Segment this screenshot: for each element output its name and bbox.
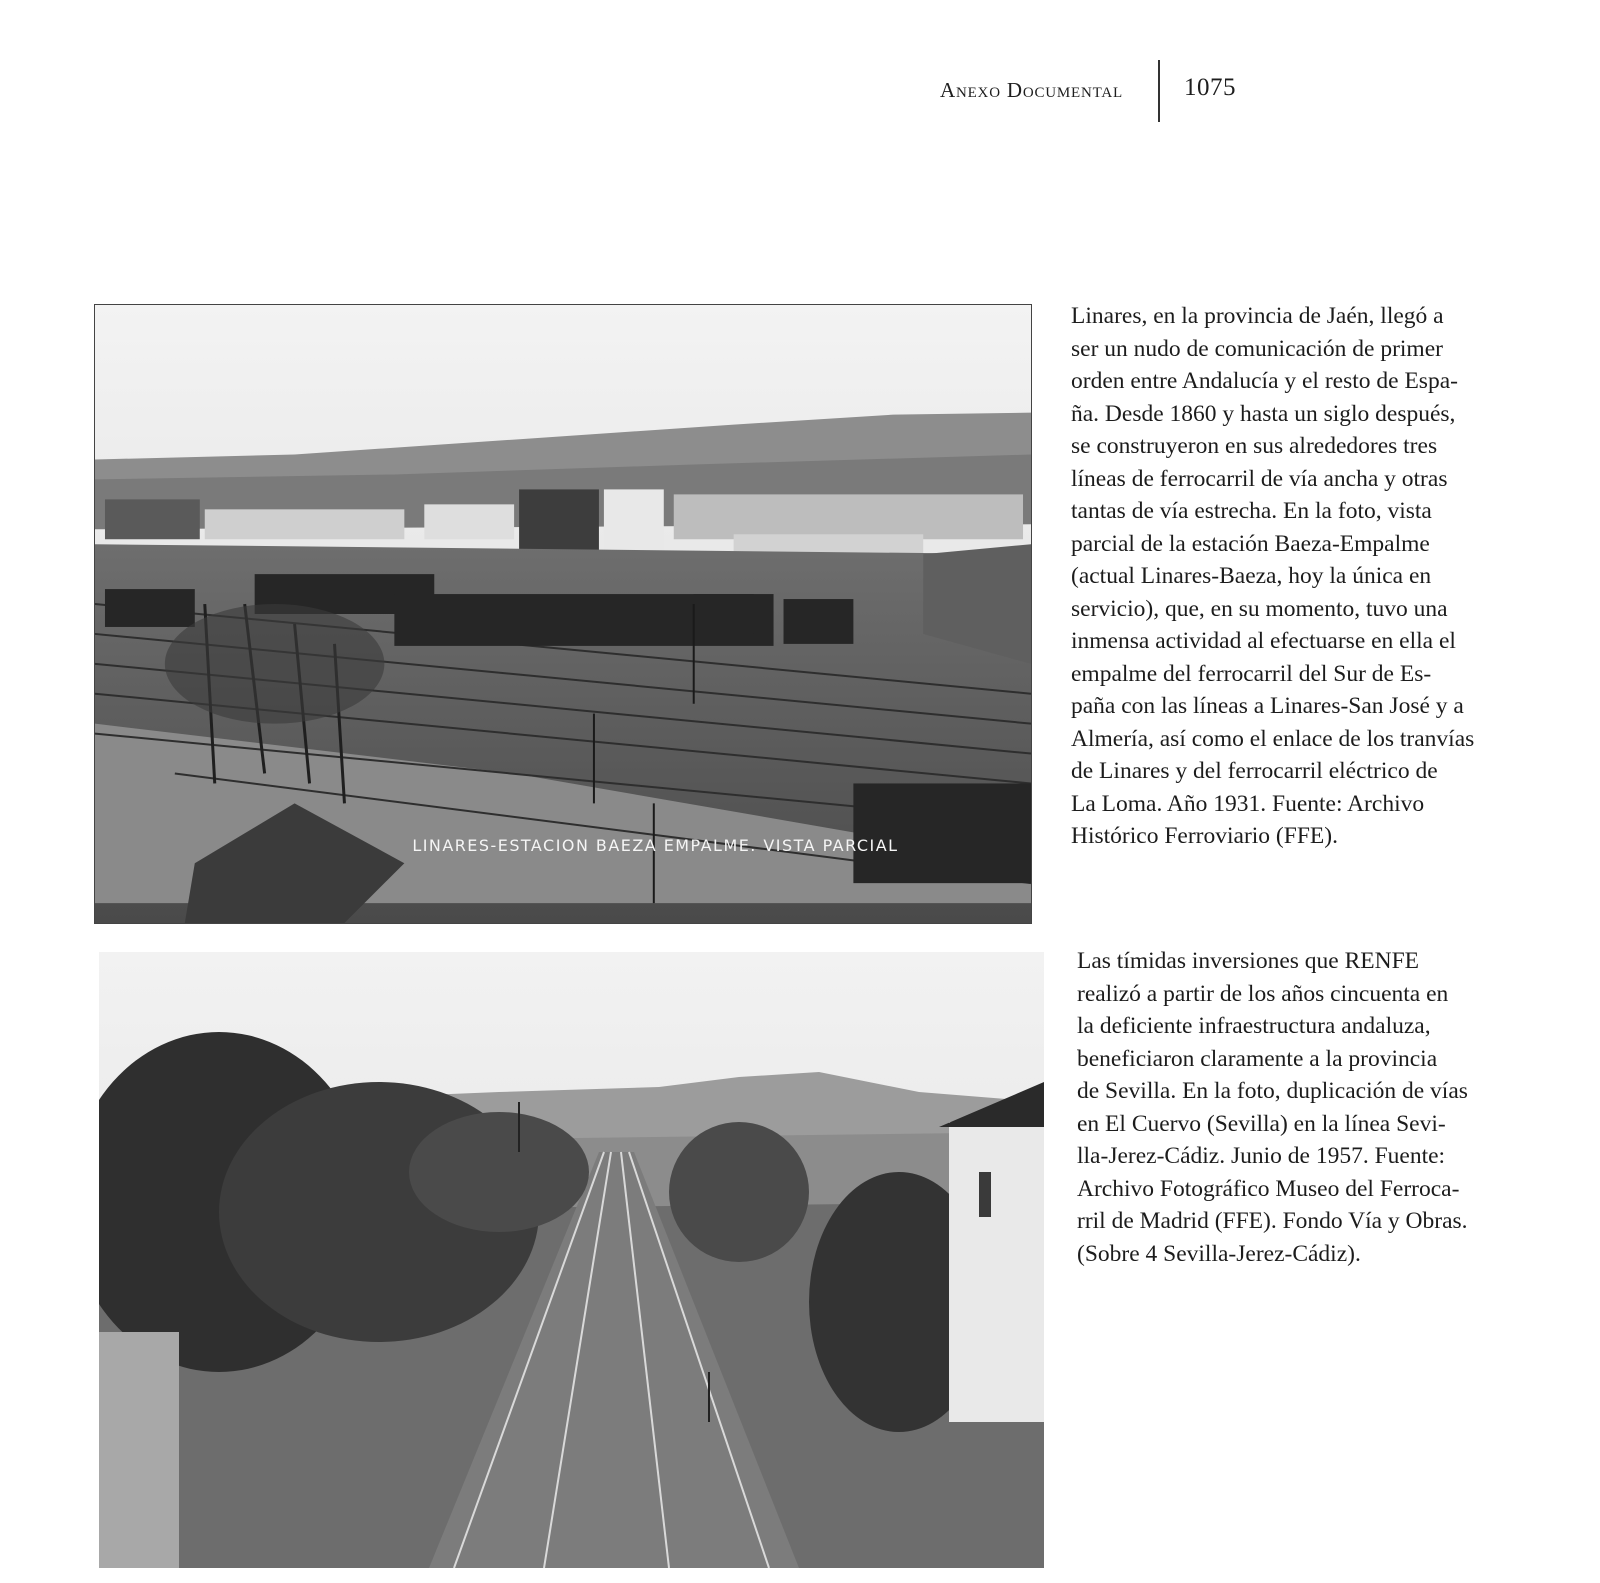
section-title: Anexo Documental	[940, 78, 1123, 102]
header-divider	[1158, 60, 1160, 122]
caption-el-cuervo: Las tímidas inversiones que RENFE realizó a partir de los años cincuenta en la deficiente infraestructura andaluza, beneficiaron claramente a la provincia de Sevilla. En la foto, duplicación de vías en El Cuervo (Sevilla) en la línea Sevi- lla-Jerez-Cádiz. Junio de 1957. Fuente: Archivo Fotográfico Museo del Ferroca- rril de Madrid (FFE). Fondo Vía y Obras. (Sobre 4 Sevilla-Jerez-Cádiz).	[1077, 948, 1468, 1267]
page-number: 1075	[1184, 74, 1236, 101]
caption-linares: Linares, en la provincia de Jaén, llegó a ser un nudo de comunicación de primer orden entre Andalucía y el resto de Espa- ña. Desde 1860 y hasta un siglo después, se construyeron en sus alrededores tres líneas de ferrocarril de vía ancha y otras tantas de vía estrecha. En la foto, vista parcial de la estación Baeza-Empalme (actual Linares-Baeza, hoy la única en servicio), que, en su momento, tuvo una inmensa actividad al efectuarse en ella el empalme del ferrocarril del Sur de Es- paña con las líneas a Linares-San José y a Almería, así como el enlace de los tranvías de Linares y del ferrocarril eléctrico de La Loma. Año 1931. Fuente: Archivo Histórico Ferroviario (FFE).	[1071, 303, 1475, 849]
photo-el-cuervo-tracks	[99, 952, 1044, 1568]
photo-inscription: LINARES-ESTACION BAEZA EMPALME. VISTA PARCIAL	[412, 836, 899, 856]
photo-linares-station	[94, 304, 1032, 924]
